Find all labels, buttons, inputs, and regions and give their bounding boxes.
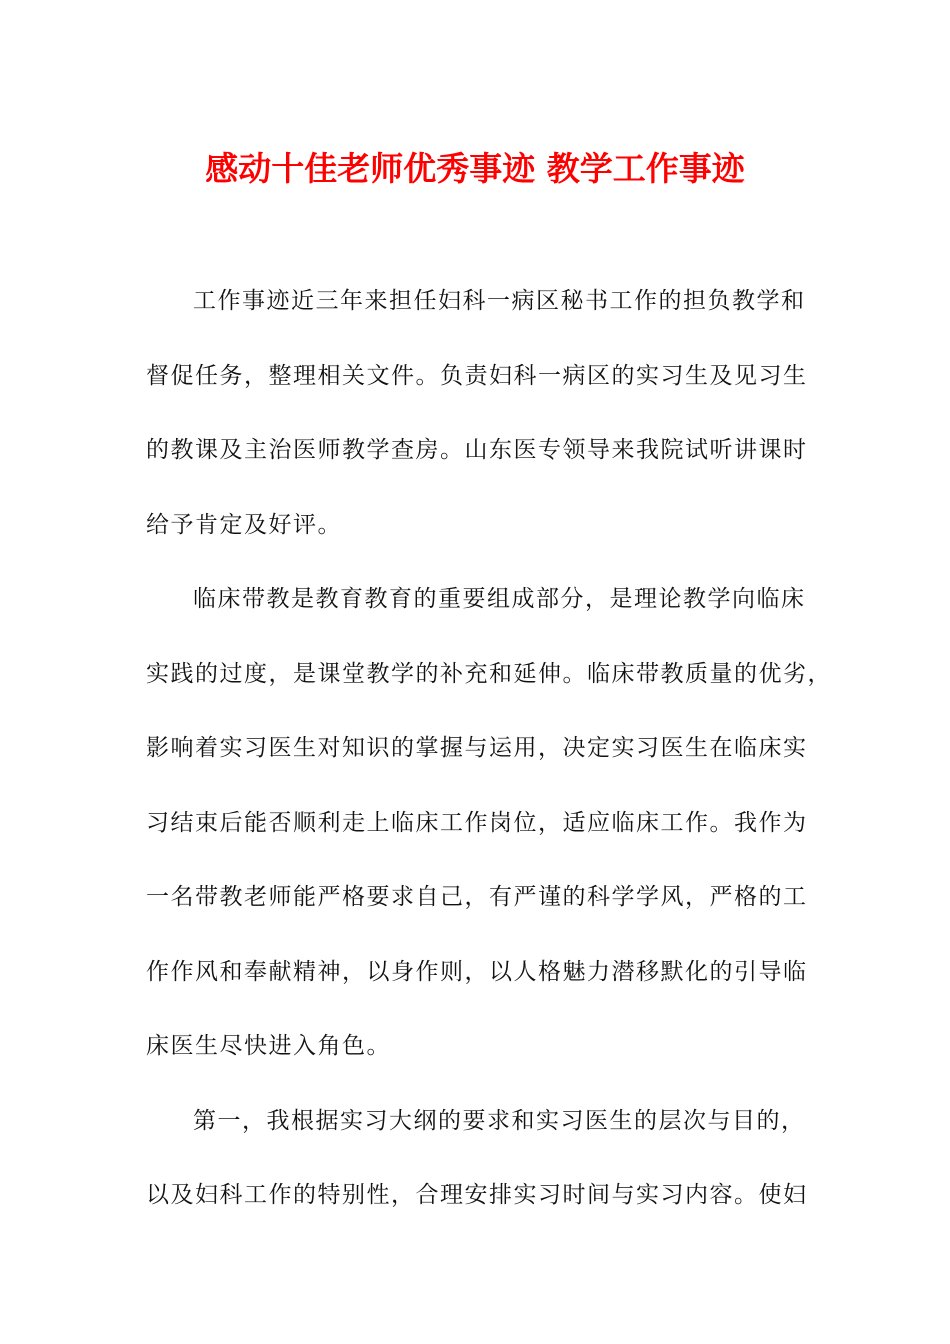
text-line: 临床带教是教育教育的重要组成部分，是理论教学向临床 xyxy=(193,586,806,612)
paragraph-1 xyxy=(146,280,806,578)
text-line: 一名带教老师能严格要求自己，有严谨的科学学风，严格的工 xyxy=(146,884,808,910)
text-line: 实践的过度，是课堂教学的补充和延伸。临床带教质量的优劣， xyxy=(146,660,832,687)
text-line: 第一，我根据实习大纲的要求和实习医生的层次与目的， xyxy=(193,1107,806,1134)
text-line: 工作事迹近三年来担任妇科一病区秘书工作的担负教学和 xyxy=(193,288,806,314)
text-line: 以及妇科工作的特别性，合理安排实习时间与实习内容。使妇 xyxy=(146,1182,808,1208)
text-line: 床医生尽快进入角色。 xyxy=(146,1033,391,1059)
document-title: 感动十佳老师优秀事迹 教学工作事迹 xyxy=(205,149,745,188)
text-line: 影响着实习医生对知识的掌握与运用，决定实习医生在临床实 xyxy=(146,735,808,761)
document-body xyxy=(146,280,832,1249)
text-line: 习结束后能否顺利走上临床工作岗位，适应临床工作。我作为 xyxy=(146,809,808,836)
paragraph-3 xyxy=(146,1100,806,1249)
paragraph-2 xyxy=(146,578,832,1100)
text-line: 作作风和奉献精神，以身作则，以人格魅力潜移默化的引导临 xyxy=(146,958,808,985)
text-line: 给予肯定及好评。 xyxy=(146,511,342,538)
text-line: 的教课及主治医师教学查房。山东医专领导来我院试听讲课时 xyxy=(146,437,808,463)
text-line: 督促任务，整理相关文件。负责妇科一病区的实习生及见习生 xyxy=(146,362,808,389)
